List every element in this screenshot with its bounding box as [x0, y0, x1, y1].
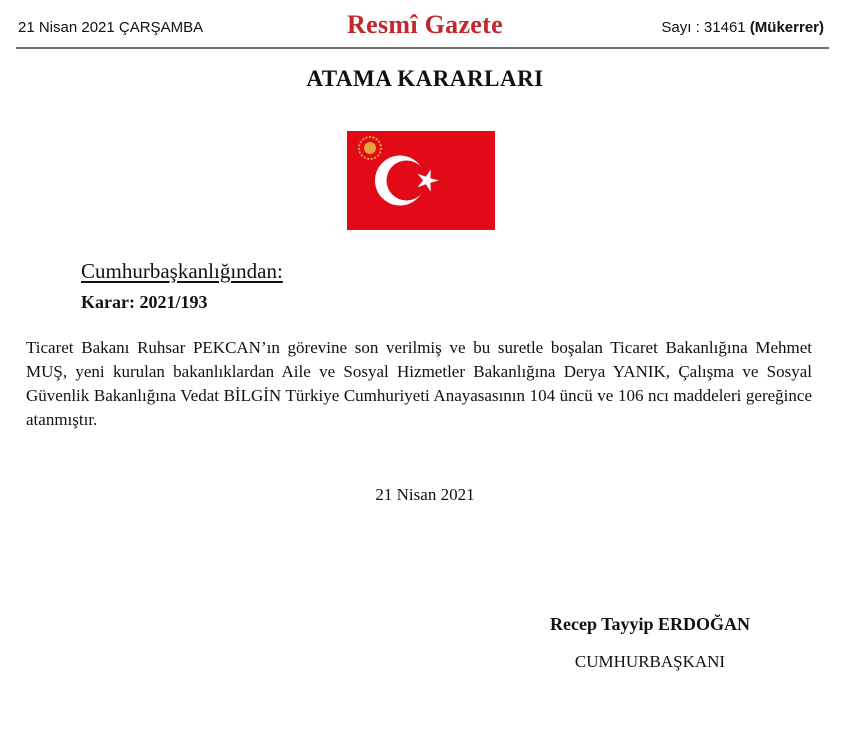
decision-number: Karar: 2021/193: [81, 292, 208, 312]
issuer: Cumhurbaşkanlığından:: [81, 259, 283, 283]
section-title: ATAMA KARARLARI: [306, 66, 544, 91]
header-divider: [16, 47, 829, 49]
signer-name: Recep Tayyip ERDOĞAN: [549, 614, 751, 634]
turkish-flag-icon: [347, 131, 495, 230]
crescent-inner: [387, 161, 427, 201]
issue-suffix: (Mükerrer): [749, 19, 824, 36]
issue-number-label: Sayı : 31461: [661, 19, 746, 36]
issue-number: [661, 19, 824, 36]
header-date: 21 Nisan 2021 ÇARŞAMBA: [18, 19, 204, 36]
gazette-title: Resmî Gazete: [347, 10, 503, 39]
signer-title: CUMHURBAŞKANI: [574, 652, 726, 671]
decision-date: 21 Nisan 2021: [375, 485, 475, 504]
decision-body: Ticaret Bakanı Ruhsar PEKCAN’ın görevine son verilmiş ve bu suretle boşalan Ticaret Bakanlığına Mehmet MUŞ, yeni kurulan bakanlıklardan Aile ve Sosyal Hizmetler Bakanlığına Derya YANIK, Çalışma ve Sosyal Güvenlik Bakanlığına Vedat BİLGİN Türkiye Cumhuriyeti Anayasasının 104 üncü ve 106 ncı maddeleri gereğince atanmıştır.: [26, 338, 812, 429]
